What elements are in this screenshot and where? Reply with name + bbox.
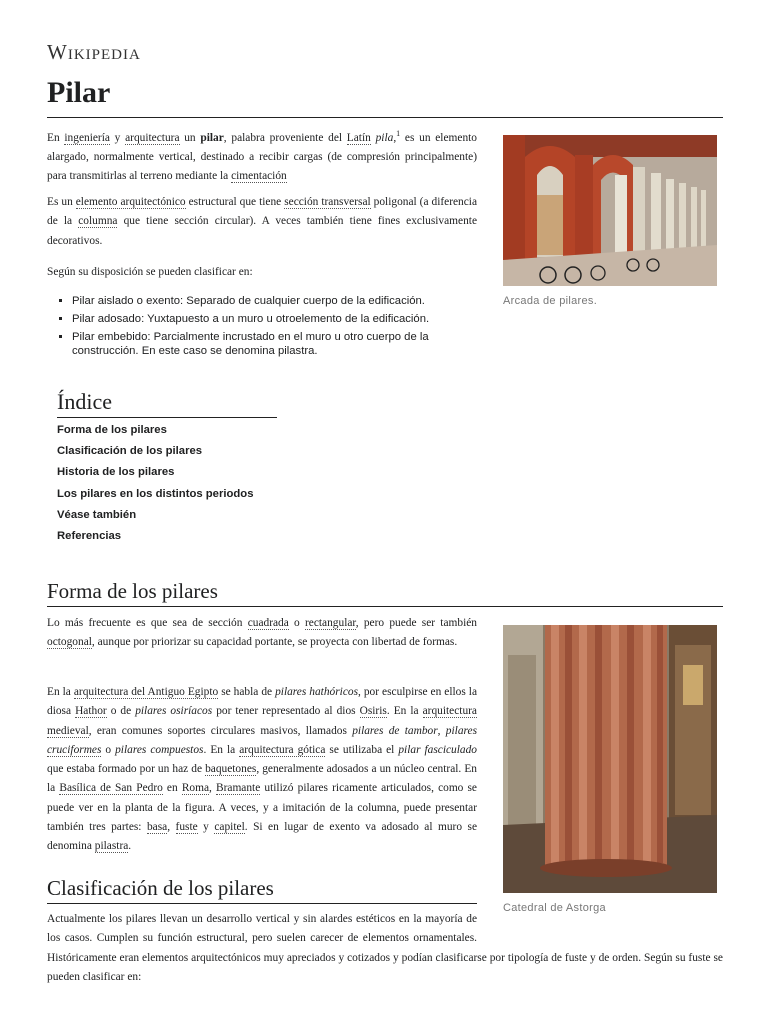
text: , eran comunes soportes circulares masivos, llamados [88, 724, 353, 737]
term: pilar fasciculado [398, 743, 478, 756]
list-item: ▪ Pilar adosado: Yuxtapuesto a un muro u otroelemento de la edificación. [72, 312, 492, 326]
title-rule [47, 117, 723, 118]
text: , [437, 724, 446, 737]
toc-link-historia[interactable]: Historia de los pilares [57, 466, 175, 479]
text: y [197, 821, 215, 834]
toc-link-clasificacion[interactable]: Clasificación de los pilares [57, 445, 203, 458]
reference-1[interactable]: 1 [396, 129, 401, 138]
figure-arcade [503, 135, 717, 307]
text: , palabra proveniente del [223, 131, 347, 144]
toc-link-vease[interactable]: Véase también [57, 508, 137, 521]
text: , [393, 131, 397, 144]
link-roma[interactable]: Roma [181, 782, 210, 795]
paragraph-forma-1 [47, 614, 477, 653]
text: . Si en lugar de exento va adosado al muro se denomina [47, 821, 478, 853]
toc-item [57, 445, 253, 466]
text: Lo más frecuente es que sea de sección [47, 617, 248, 629]
text: o [101, 743, 116, 756]
list-item: ▪ Pilar aislado o exento: Separado de cualquier cuerpo de la edificación. [72, 294, 492, 308]
text: En la [47, 686, 74, 698]
text: , [167, 821, 176, 834]
term: pilares de tambor [352, 724, 438, 737]
link-cruciformes[interactable]: cruciformes [47, 743, 102, 756]
toc-item [57, 530, 253, 551]
paragraph-forma-2 [47, 683, 477, 857]
paragraph-disposicion: Según su disposición se pueden clasificar en: [47, 266, 253, 278]
link-seccion-transversal[interactable]: sección transversal [284, 196, 371, 208]
pillar-types-list [57, 294, 492, 362]
text: En [47, 131, 65, 144]
link-arquitectura-egipto[interactable]: arquitectura del Antiguo Egipto [73, 686, 219, 698]
link-elemento-arquitectonico[interactable]: elemento arquitectónico [75, 196, 186, 208]
link-arquitectura-gotica[interactable]: arquitectura gótica [239, 743, 326, 756]
toc-item [57, 466, 253, 487]
text: , aunque por priorizar su capacidad portante, se proyecta con libertad de formas. [91, 636, 458, 649]
link-capitel[interactable]: capitel [214, 821, 245, 834]
text: y [109, 131, 126, 144]
link-cuadrada[interactable]: cuadrada [247, 617, 289, 629]
paragraph-clasificacion [47, 910, 723, 987]
term-pila: pila [375, 131, 394, 144]
figure-astorga [503, 625, 717, 914]
link-arquitectura-medieval[interactable]: arquitectura medieval [47, 705, 477, 737]
text: utilizó pilares ricamente articulados, como se puede ver en la planta de la figura. A veces, y a imitación de la columna, puede presentar también tres partes: [47, 782, 477, 834]
text: Actualmente los pilares llevan un desarrollo vertical y sin alardes estéticos en la mayoría de los casos. Cumplen su función estructural, pero suelen carecer de elementos ornamentales. Históricamente eran elementos arquitectónicos muy apreciados y cotizados y podían clasificarse por tipología de fuste y de orden. Según su fuste se pueden clasificar en: [47, 913, 723, 983]
figure-caption-arcade: Arcada de pilares. [503, 295, 598, 307]
section-rule-forma [47, 606, 723, 607]
text: o de [106, 705, 136, 718]
text: Es un [47, 196, 76, 208]
toc-link-periodos[interactable]: Los pilares en los distintos periodos [57, 487, 254, 500]
text: , generalmente adosados a un núcleo central. En la [47, 763, 477, 795]
toc-item [57, 488, 253, 509]
text: , pero puede ser también [355, 617, 477, 629]
text: se habla de [218, 686, 276, 698]
toc-link-forma[interactable]: Forma de los pilares [57, 424, 167, 436]
toc-rule [57, 417, 277, 418]
term: pilares [445, 724, 478, 737]
link-octogonal[interactable]: octogonal [47, 636, 92, 649]
text: se utilizaba el [325, 743, 399, 756]
astorga-cathedral-image[interactable] [503, 625, 717, 893]
text: un [179, 131, 201, 144]
text: que tiene sección circular). A veces también tiene fines exclusivamente decorativos. [47, 215, 477, 247]
intro-paragraph [47, 124, 477, 187]
link-cimentacion[interactable]: cimentación [231, 170, 287, 183]
text: en [162, 782, 182, 795]
text: , [209, 782, 216, 795]
section-heading-forma: Forma de los pilares [47, 579, 218, 603]
text: . [128, 840, 132, 853]
link-pilastra[interactable]: pilastra [94, 840, 129, 853]
page-title: Pilar [47, 76, 111, 109]
float-spacer [477, 910, 723, 948]
text: . En la [203, 743, 240, 756]
link-basilica-san-pedro[interactable]: Basílica de San Pedro [59, 782, 163, 795]
link-columna[interactable]: columna [78, 215, 118, 228]
section-heading-clasificacion: Clasificación de los pilares [47, 876, 274, 900]
text: es un elemento alargado, normalmente vertical, destinado a recibir cargas (de compresión principalmente) para transmitirlas al terreno mediante la [47, 131, 478, 183]
link-rectangular[interactable]: rectangular [304, 617, 356, 629]
text: . En la [386, 705, 423, 718]
link-basa[interactable]: basa [146, 821, 168, 834]
text: poligonal (a diferencia de la [47, 196, 478, 228]
arcade-image[interactable] [503, 135, 717, 286]
figure-caption-astorga: Catedral de Astorga [503, 902, 606, 914]
toc-title: Índice [57, 389, 112, 414]
toc-item [57, 424, 253, 445]
section-rule-clasificacion [47, 903, 477, 904]
link-latin[interactable]: Latín [346, 131, 371, 144]
text: que estaba formado por un haz de [47, 763, 206, 776]
link-baquetones[interactable]: baquetones [205, 763, 257, 776]
wikipedia-wordmark[interactable]: Wikipedia [47, 40, 141, 64]
link-ingenieria[interactable]: ingeniería [64, 131, 110, 144]
toc-item [57, 509, 253, 530]
text: estructural que tiene [185, 196, 285, 208]
link-hathor[interactable]: Hathor [75, 705, 107, 718]
text: , por esculpirse en ellos la diosa [47, 686, 478, 718]
term-pilar: pilar [200, 131, 224, 144]
list-item: ▪ Pilar embebido: Parcialmente incrustado en el muro u otro cuerpo de la construcción. En este caso se denomina pilastra. [72, 330, 492, 358]
term: pilares compuestos [115, 743, 204, 756]
table-of-contents [57, 424, 253, 551]
term: pilares hathóricos [275, 686, 359, 698]
link-bramante[interactable]: Bramante [216, 782, 261, 795]
link-fuste[interactable]: fuste [175, 821, 198, 834]
text: por tener representado al dios [212, 705, 360, 718]
text: o [288, 617, 305, 629]
term: pilares osiríacos [135, 705, 213, 718]
toc-link-referencias[interactable]: Referencias [57, 529, 122, 542]
link-osiris[interactable]: Osiris [359, 705, 387, 718]
link-arquitectura[interactable]: arquitectura [125, 131, 180, 144]
paragraph-elemento [47, 193, 477, 251]
